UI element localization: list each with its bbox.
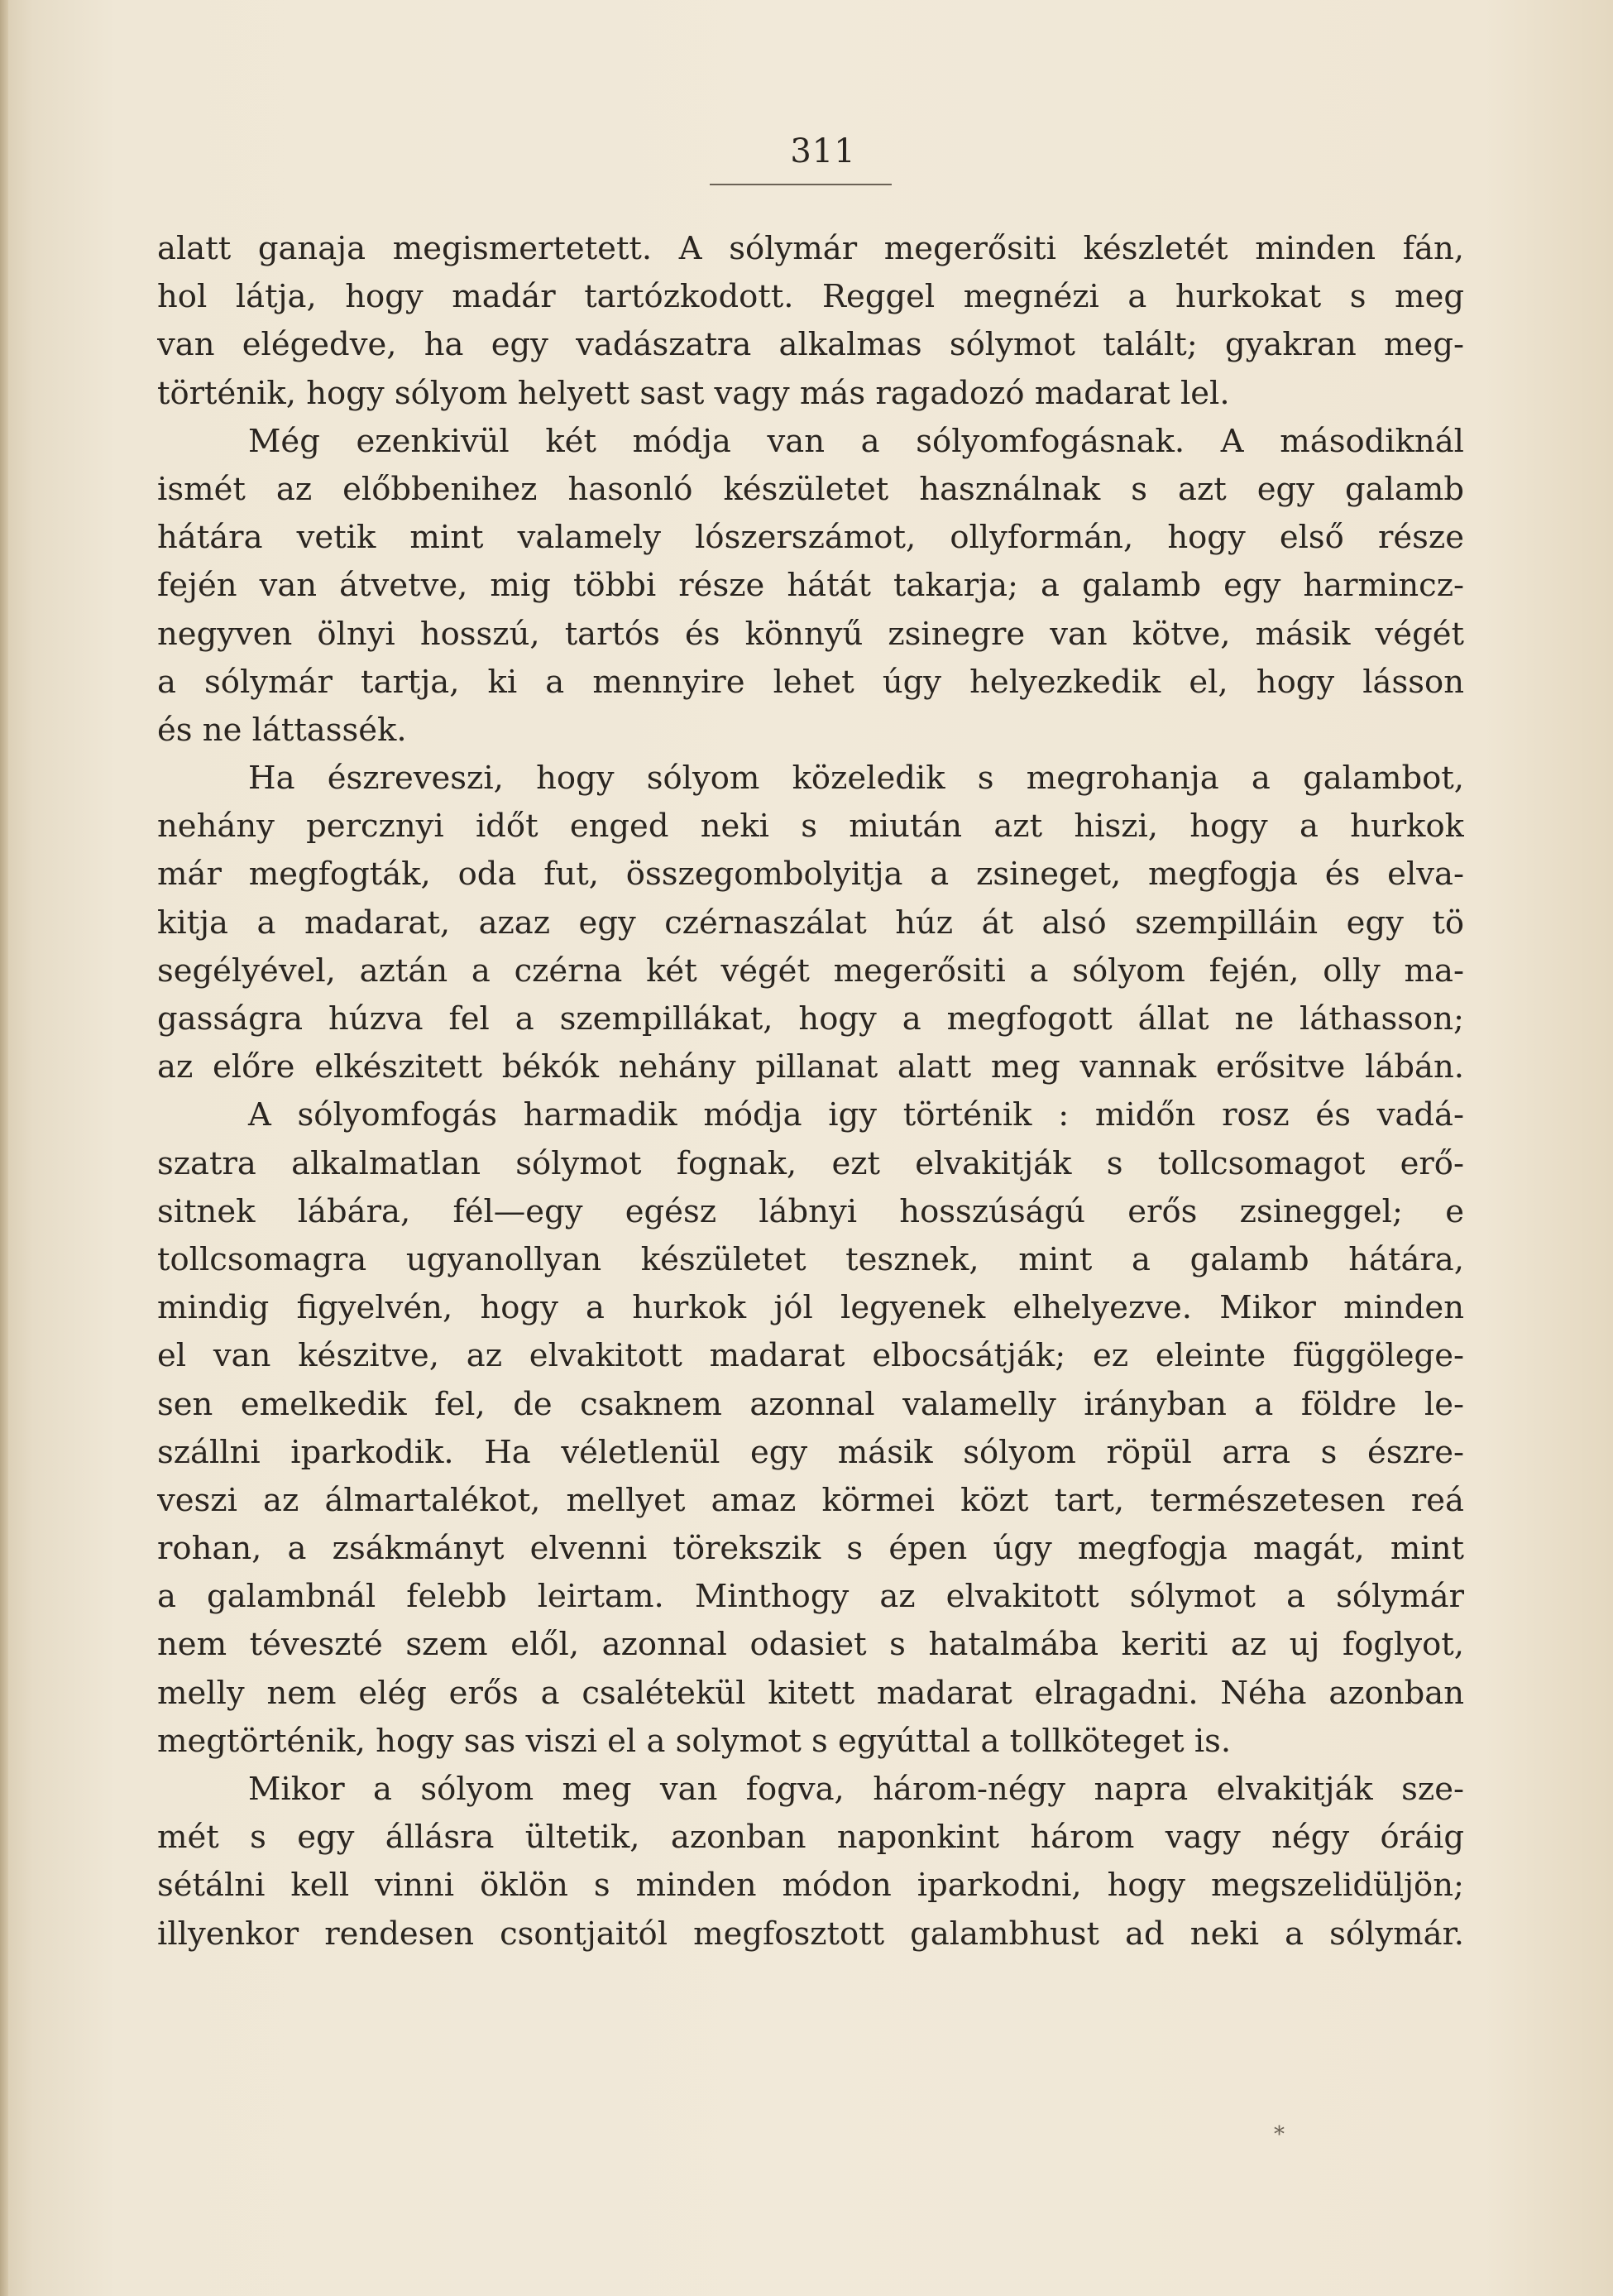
text-line: sen emelkedik fel, de csaknem azonnal valamelly irányban a földre le- — [157, 1385, 1464, 1423]
text-line: tollcsomagra ugyanollyan készületet tesznek, mint a galamb hátára, — [157, 1240, 1464, 1278]
text-line: segélyével, aztán a czérna két végét megerősiti a sólyom fején, olly ma- — [157, 951, 1464, 990]
text-line: A sólyomfogás harmadik módja igy történik : midőn rosz és vadá- — [248, 1096, 1464, 1134]
page-number: 311 — [790, 132, 856, 170]
text-line: Mikor a sólyom meg van fogva, három-négy napra elvakitják sze- — [248, 1771, 1464, 1808]
text-line: alatt ganaja megismertetett. A sólymár megerősiti készletét minden fán, — [157, 230, 1464, 267]
text-line: melly nem elég erős a csalétekül kitett madarat elragadni. Néha azonban — [157, 1674, 1464, 1712]
text-line: el van készitve, az elvakitott madarat elbocsátják; ez eleinte függölege- — [157, 1337, 1464, 1375]
text-line: mindig figyelvén, hogy a hurkok jól legyenek elhelyezve. Mikor minden — [157, 1289, 1464, 1327]
text-line: veszi az álmartalékot, mellyet amaz körmei közt tart, természetesen reá — [157, 1481, 1464, 1519]
text-line: történik, hogy sólyom helyett sast vagy más ragadozó madarat lel. — [157, 374, 1230, 412]
text-line: szatra alkalmatlan sólymot fognak, ezt elvakitják s tollcsomagot erő- — [157, 1144, 1464, 1182]
text-line: sétálni kell vinni öklön s minden módon iparkodni, hogy megszelidüljön; — [157, 1867, 1464, 1905]
page-binding-edge — [0, 0, 8, 2296]
text-line: ismét az előbbenihez hasonló készületet használnak s azt egy galamb — [157, 470, 1464, 508]
text-line: már megfogták, oda fut, összegombolyitja a zsineget, megfogja és elva- — [157, 856, 1464, 894]
text-line: hol látja, hogy madár tartózkodott. Reggel megnézi a hurkokat s meg — [157, 278, 1464, 316]
text-line: szállni iparkodik. Ha véletlenül egy másik sólyom röpül arra s észre- — [157, 1433, 1464, 1471]
text-line: megtörténik, hogy sas viszi el a solymot s egyúttal a tollköteget is. — [157, 1722, 1232, 1760]
body-text — [157, 225, 1464, 1958]
text-line: nem téveszté szem elől, azonnal odasiet s hatalmába keriti az uj foglyot, — [157, 1626, 1464, 1664]
text-line: van elégedve, ha egy vadászatra alkalmas sólymot talált; gyakran meg- — [157, 326, 1464, 364]
text-line: és ne láttassék. — [157, 711, 407, 749]
text-line: kitja a madarat, azaz egy czérnaszálat húz át alsó szempilláin egy tö — [157, 904, 1464, 942]
header-rule — [710, 184, 892, 185]
text-line: a galambnál felebb leirtam. Minthogy az elvakitott sólymot a sólymár — [157, 1578, 1464, 1616]
footer-mark: * — [1274, 2122, 1285, 2147]
text-line: a sólymár tartja, ki a mennyire lehet úgy helyezkedik el, hogy lásson — [157, 663, 1464, 701]
text-line: az előre elkészitett békók nehány pillanat alatt meg vannak erősitve lábán. — [157, 1048, 1464, 1086]
text-line: hátára vetik mint valamely lószerszámot, ollyformán, hogy első része — [157, 519, 1464, 557]
text-line: nehány percznyi időt enged neki s miután azt hiszi, hogy a hurkok — [157, 808, 1464, 846]
text-line: illyenkor rendesen csontjaitól megfosztott galambhust ad neki a sólymár. — [157, 1915, 1464, 1953]
text-line: negyven ölnyi hosszú, tartós és könnyű zsinegre van kötve, másik végét — [157, 615, 1464, 653]
text-line: Ha észreveszi, hogy sólyom közeledik s megrohanja a galambot, — [248, 760, 1464, 798]
text-line: rohan, a zsákmányt elvenni törekszik s épen úgy megfogja magát, mint — [157, 1530, 1464, 1568]
text-line: Még ezenkivül két módja van a sólyomfogásnak. A másodiknál — [248, 422, 1464, 460]
text-line: sitnek lábára, fél—egy egész lábnyi hosszúságú erős zsineggel; e — [157, 1192, 1464, 1230]
text-line: gasságra húzva fel a szempillákat, hogy a megfogott állat ne láthasson; — [157, 1000, 1464, 1038]
text-line: fején van átvetve, mig többi része hátát takarja; a galamb egy harmincz- — [157, 567, 1464, 605]
text-line: mét s egy állásra ültetik, azonban naponkint három vagy négy óráig — [157, 1819, 1464, 1857]
